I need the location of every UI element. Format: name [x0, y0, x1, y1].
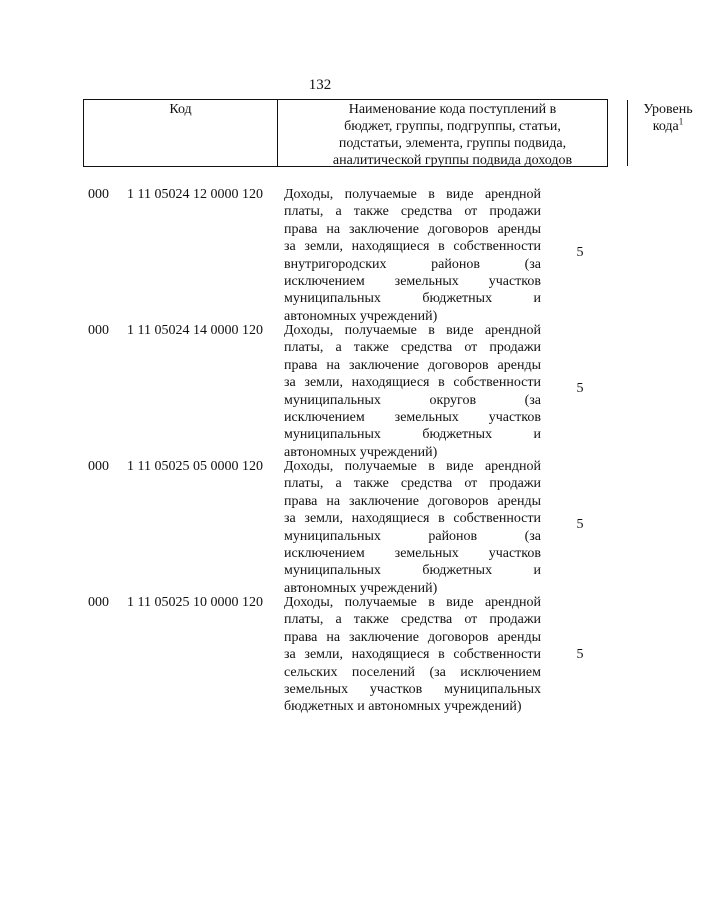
row-level: 5: [576, 245, 584, 261]
row-name-line: муниципальных бюджетных и: [284, 291, 541, 307]
header-level-label: кода: [652, 119, 679, 134]
row-level: 5: [576, 517, 584, 533]
row-name-line: автономных учреждений): [284, 444, 438, 460]
row-name-line: права на заключение договоров аренды: [284, 493, 541, 509]
table-header: [83, 99, 693, 168]
row-code: 1 11 05025 05 0000 120: [127, 459, 263, 474]
row-name-line: права на заключение договоров аренды: [284, 221, 541, 237]
header-name-line: аналитической группы подвида доходов: [332, 153, 573, 168]
row-name-line: права на заключение договоров аренды: [284, 629, 541, 645]
row-name-line: сельских поселений (за исключением: [284, 664, 541, 680]
row-name-line: автономных учреждений): [284, 580, 438, 596]
footnote-marker: 1: [678, 116, 684, 127]
row-code: 1 11 05024 14 0000 120: [127, 323, 263, 338]
row-name-line: за земли, находящиеся в собственности: [284, 375, 541, 391]
row-name-line: внутригородских районов (за: [284, 256, 541, 272]
header-level: [628, 100, 708, 166]
row-name: [284, 594, 541, 716]
row-name-line: исключением земельных участков: [284, 273, 541, 289]
row-name-line: платы, а также средства от продажи: [284, 340, 541, 356]
row-name-line: муниципальных округов (за: [284, 392, 541, 408]
row-name-line: муниципальных бюджетных и: [284, 563, 541, 579]
row-name-line: бюджетных и автономных учреждений): [284, 699, 522, 715]
page-number: 132: [308, 77, 332, 93]
row-name-line: Доходы, получаемые в виде арендной: [284, 459, 541, 474]
header-name-line: Наименование кода поступлений в: [348, 102, 557, 117]
row-name-line: Доходы, получаемые в виде арендной: [284, 595, 541, 610]
row-level: 5: [576, 381, 584, 397]
header-level-line2: [628, 118, 708, 135]
row-name: [284, 186, 541, 325]
row-name-line: за земли, находящиеся в собственности: [284, 511, 541, 527]
header-name-line: бюджет, группы, подгруппы, статьи,: [344, 119, 561, 134]
row-name-line: земельных участков муниципальных: [284, 681, 541, 697]
row-prefix: 000: [88, 459, 109, 474]
row-name-line: за земли, находящиеся в собственности: [284, 647, 541, 663]
row-prefix: 000: [88, 187, 109, 202]
row-name-line: платы, а также средства от продажи: [284, 204, 541, 220]
row-code: 1 11 05024 12 0000 120: [127, 187, 263, 202]
row-name-line: исключением земельных участков: [284, 545, 541, 561]
row-level: 5: [576, 647, 584, 663]
header-level-line1: Уровень: [643, 102, 693, 117]
row-prefix: 000: [88, 595, 109, 610]
row-name-line: муниципальных районов (за: [284, 528, 541, 544]
row-name-line: исключением земельных участков: [284, 409, 541, 425]
row-name-line: Доходы, получаемые в виде арендной: [284, 187, 541, 202]
header-name-line: подстатьи, элемента, группы подвида,: [338, 136, 567, 151]
row-name-line: платы, а также средства от продажи: [284, 612, 541, 628]
header-name: [278, 100, 628, 166]
row-name-line: за земли, находящиеся в собственности: [284, 239, 541, 255]
header-code: Код: [84, 100, 278, 166]
row-name: [284, 458, 541, 597]
row-name-line: права на заключение договоров аренды: [284, 357, 541, 373]
row-name-line: автономных учреждений): [284, 308, 438, 324]
row-name-line: Доходы, получаемые в виде арендной: [284, 323, 541, 338]
row-prefix: 000: [88, 323, 109, 338]
row-name-line: платы, а также средства от продажи: [284, 476, 541, 492]
row-name: [284, 322, 541, 461]
row-name-line: муниципальных бюджетных и: [284, 427, 541, 443]
row-code: 1 11 05025 10 0000 120: [127, 595, 263, 610]
